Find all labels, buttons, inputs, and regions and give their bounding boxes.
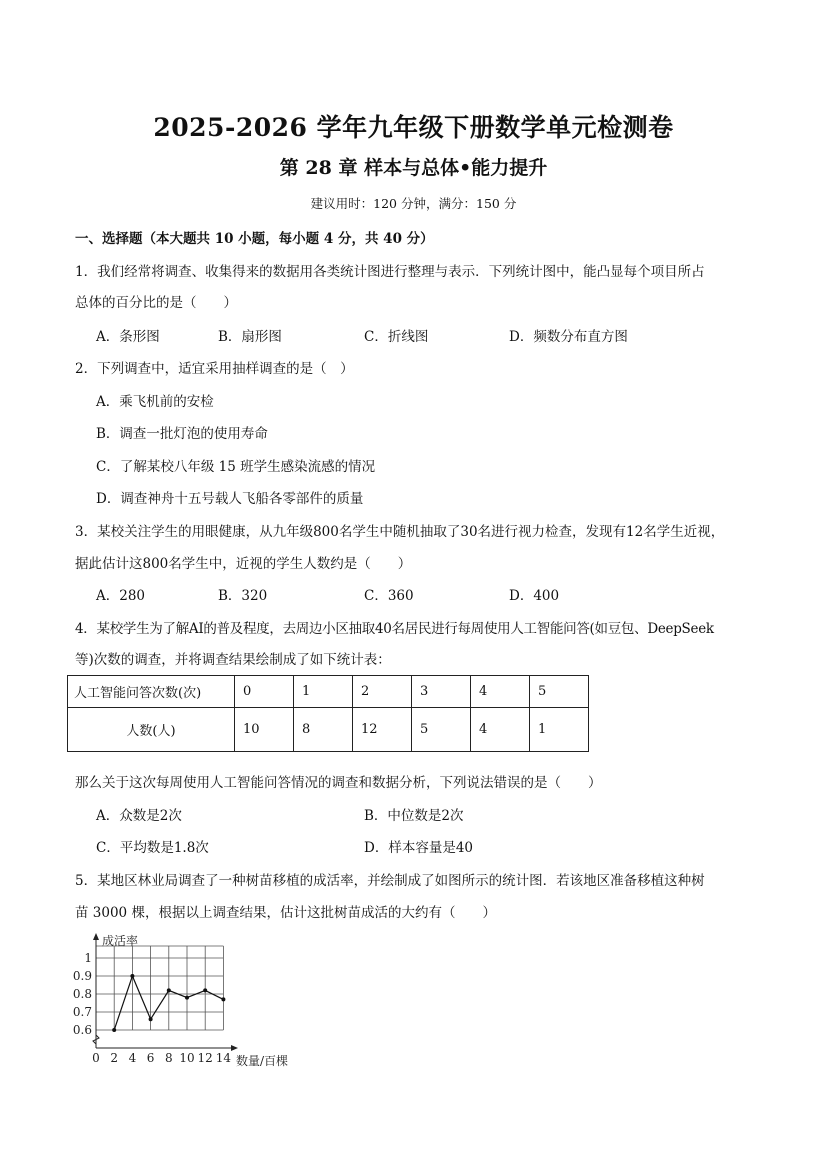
y-axis-arrow bbox=[93, 933, 99, 940]
y-tick-label: 0.9 bbox=[72, 969, 92, 983]
x-tick-label: 8 bbox=[164, 1051, 173, 1065]
table-cell: 8 bbox=[294, 708, 353, 752]
table-cell: 人数(人) bbox=[68, 708, 235, 752]
q4-line3: 那么关于这次每周使用人工智能问答情况的调查和数据分析，下列说法错误的是（ ） bbox=[75, 775, 602, 791]
data-point bbox=[185, 996, 189, 1000]
table-cell: 4 bbox=[471, 708, 530, 752]
table-cell: 1 bbox=[294, 676, 353, 708]
axis-break bbox=[93, 1030, 99, 1048]
y-tick-label: 1 bbox=[84, 951, 92, 965]
frequency-table bbox=[67, 675, 589, 752]
q4-line2: 等)次数的调查，并将调查结果绘制成了如下统计表： bbox=[75, 652, 391, 668]
x-tick-label: 12 bbox=[197, 1051, 213, 1065]
table-cell: 4 bbox=[471, 676, 530, 708]
y-tick-label: 0.7 bbox=[72, 1005, 92, 1019]
q3-option-a: A．280 bbox=[96, 588, 146, 604]
q3-option-c: C．360 bbox=[364, 588, 414, 604]
x-tick-label: 0 bbox=[92, 1051, 100, 1065]
table-row bbox=[68, 676, 589, 708]
table-row bbox=[68, 708, 589, 752]
q3-option-b: B．320 bbox=[218, 588, 268, 604]
y-tick-label: 0.6 bbox=[72, 1023, 92, 1037]
table-cell: 12 bbox=[353, 708, 412, 752]
q2-option-a: A．乘飞机前的安检 bbox=[96, 394, 214, 410]
q3-option-d: D．400 bbox=[509, 588, 560, 604]
table-cell: 10 bbox=[235, 708, 294, 752]
q1-option-c: C．折线图 bbox=[364, 329, 429, 345]
q4-option-b: B．中位数是2次 bbox=[364, 808, 464, 824]
y-tick-label: 0.8 bbox=[72, 987, 92, 1001]
data-point bbox=[203, 988, 207, 992]
x-axis-arrow bbox=[231, 1045, 238, 1051]
table-cell: 0 bbox=[235, 676, 294, 708]
table-cell: 5 bbox=[412, 708, 471, 752]
q2-option-b: B．调查一批灯泡的使用寿命 bbox=[96, 426, 268, 442]
x-tick-label: 10 bbox=[179, 1051, 195, 1065]
y-axis-label: 成活率 bbox=[102, 934, 139, 948]
q1-line2: 总体的百分比的是（ ） bbox=[75, 295, 237, 311]
page-title: 2025-2026 学年九年级下册数学单元检测卷 bbox=[153, 113, 674, 142]
q3-line2: 据此估计这800名学生中，近视的学生人数约是（ ） bbox=[75, 556, 412, 572]
q5-line1: 5．某地区林业局调查了一种树苗移植的成活率，并绘制成了如图所示的统计图．若该地区准备移植这种树 bbox=[75, 873, 705, 889]
x-tick-label: 6 bbox=[146, 1051, 155, 1065]
q5-line2: 苗 3000 棵，根据以上调查结果，估计这批树苗成活的大约有（ ） bbox=[75, 905, 496, 921]
q3-line1: 3．某校关注学生的用眼健康，从九年级800名学生中随机抽取了30名进行视力检查，发现有12名学生近视， bbox=[75, 524, 725, 540]
q4-option-a: A．众数是2次 bbox=[96, 808, 182, 824]
table-cell: 3 bbox=[412, 676, 471, 708]
table-cell: 人工智能问答次数(次) bbox=[68, 676, 235, 708]
data-point bbox=[112, 1028, 116, 1032]
data-point bbox=[149, 1017, 153, 1021]
q4-option-d: D．样本容量是40 bbox=[364, 840, 474, 856]
q1-option-b: B．扇形图 bbox=[218, 329, 282, 345]
q2-line1: 2．下列调查中，适宜采用抽样调查的是（ ） bbox=[75, 361, 354, 377]
chart-axes bbox=[93, 933, 238, 1051]
table-cell: 5 bbox=[530, 676, 589, 708]
table-cell: 2 bbox=[353, 676, 412, 708]
q1-option-d: D．频数分布直方图 bbox=[509, 329, 628, 345]
q2-option-d: D．调查神舟十五号载人飞船各零部件的质量 bbox=[96, 491, 364, 507]
x-axis-label: 数量/百棵 bbox=[236, 1054, 289, 1068]
survival-rate-chart bbox=[70, 928, 310, 1073]
q2-option-c: C．了解某校八年级 15 班学生感染流感的情况 bbox=[96, 459, 376, 475]
page-subtitle: 第 28 章 样本与总体•能力提升 bbox=[279, 157, 548, 179]
exam-meta: 建议用时：120 分钟，满分：150 分 bbox=[310, 196, 517, 211]
x-tick-label: 2 bbox=[110, 1051, 119, 1065]
data-point bbox=[221, 997, 225, 1001]
chart-grid bbox=[96, 946, 223, 1030]
table-cell: 1 bbox=[530, 708, 589, 752]
section-heading: 一、选择题（本大题共 10 小题，每小题 4 分，共 40 分） bbox=[75, 231, 434, 247]
q4-option-c: C．平均数是1.8次 bbox=[96, 840, 209, 856]
q4-line1: 4．某校学生为了解AI的普及程度，去周边小区抽取40名居民进行每周使用人工智能问答(如豆包、DeepSeek bbox=[75, 621, 714, 637]
x-tick-label: 14 bbox=[215, 1051, 232, 1065]
data-point bbox=[130, 974, 134, 978]
q1-line1: 1．我们经常将调查、收集得来的数据用各类统计图进行整理与表示．下列统计图中，能凸显每个项目所占 bbox=[75, 264, 705, 280]
x-tick-label: 4 bbox=[128, 1051, 137, 1065]
data-point bbox=[167, 988, 171, 992]
q1-option-a: A．条形图 bbox=[96, 329, 160, 345]
